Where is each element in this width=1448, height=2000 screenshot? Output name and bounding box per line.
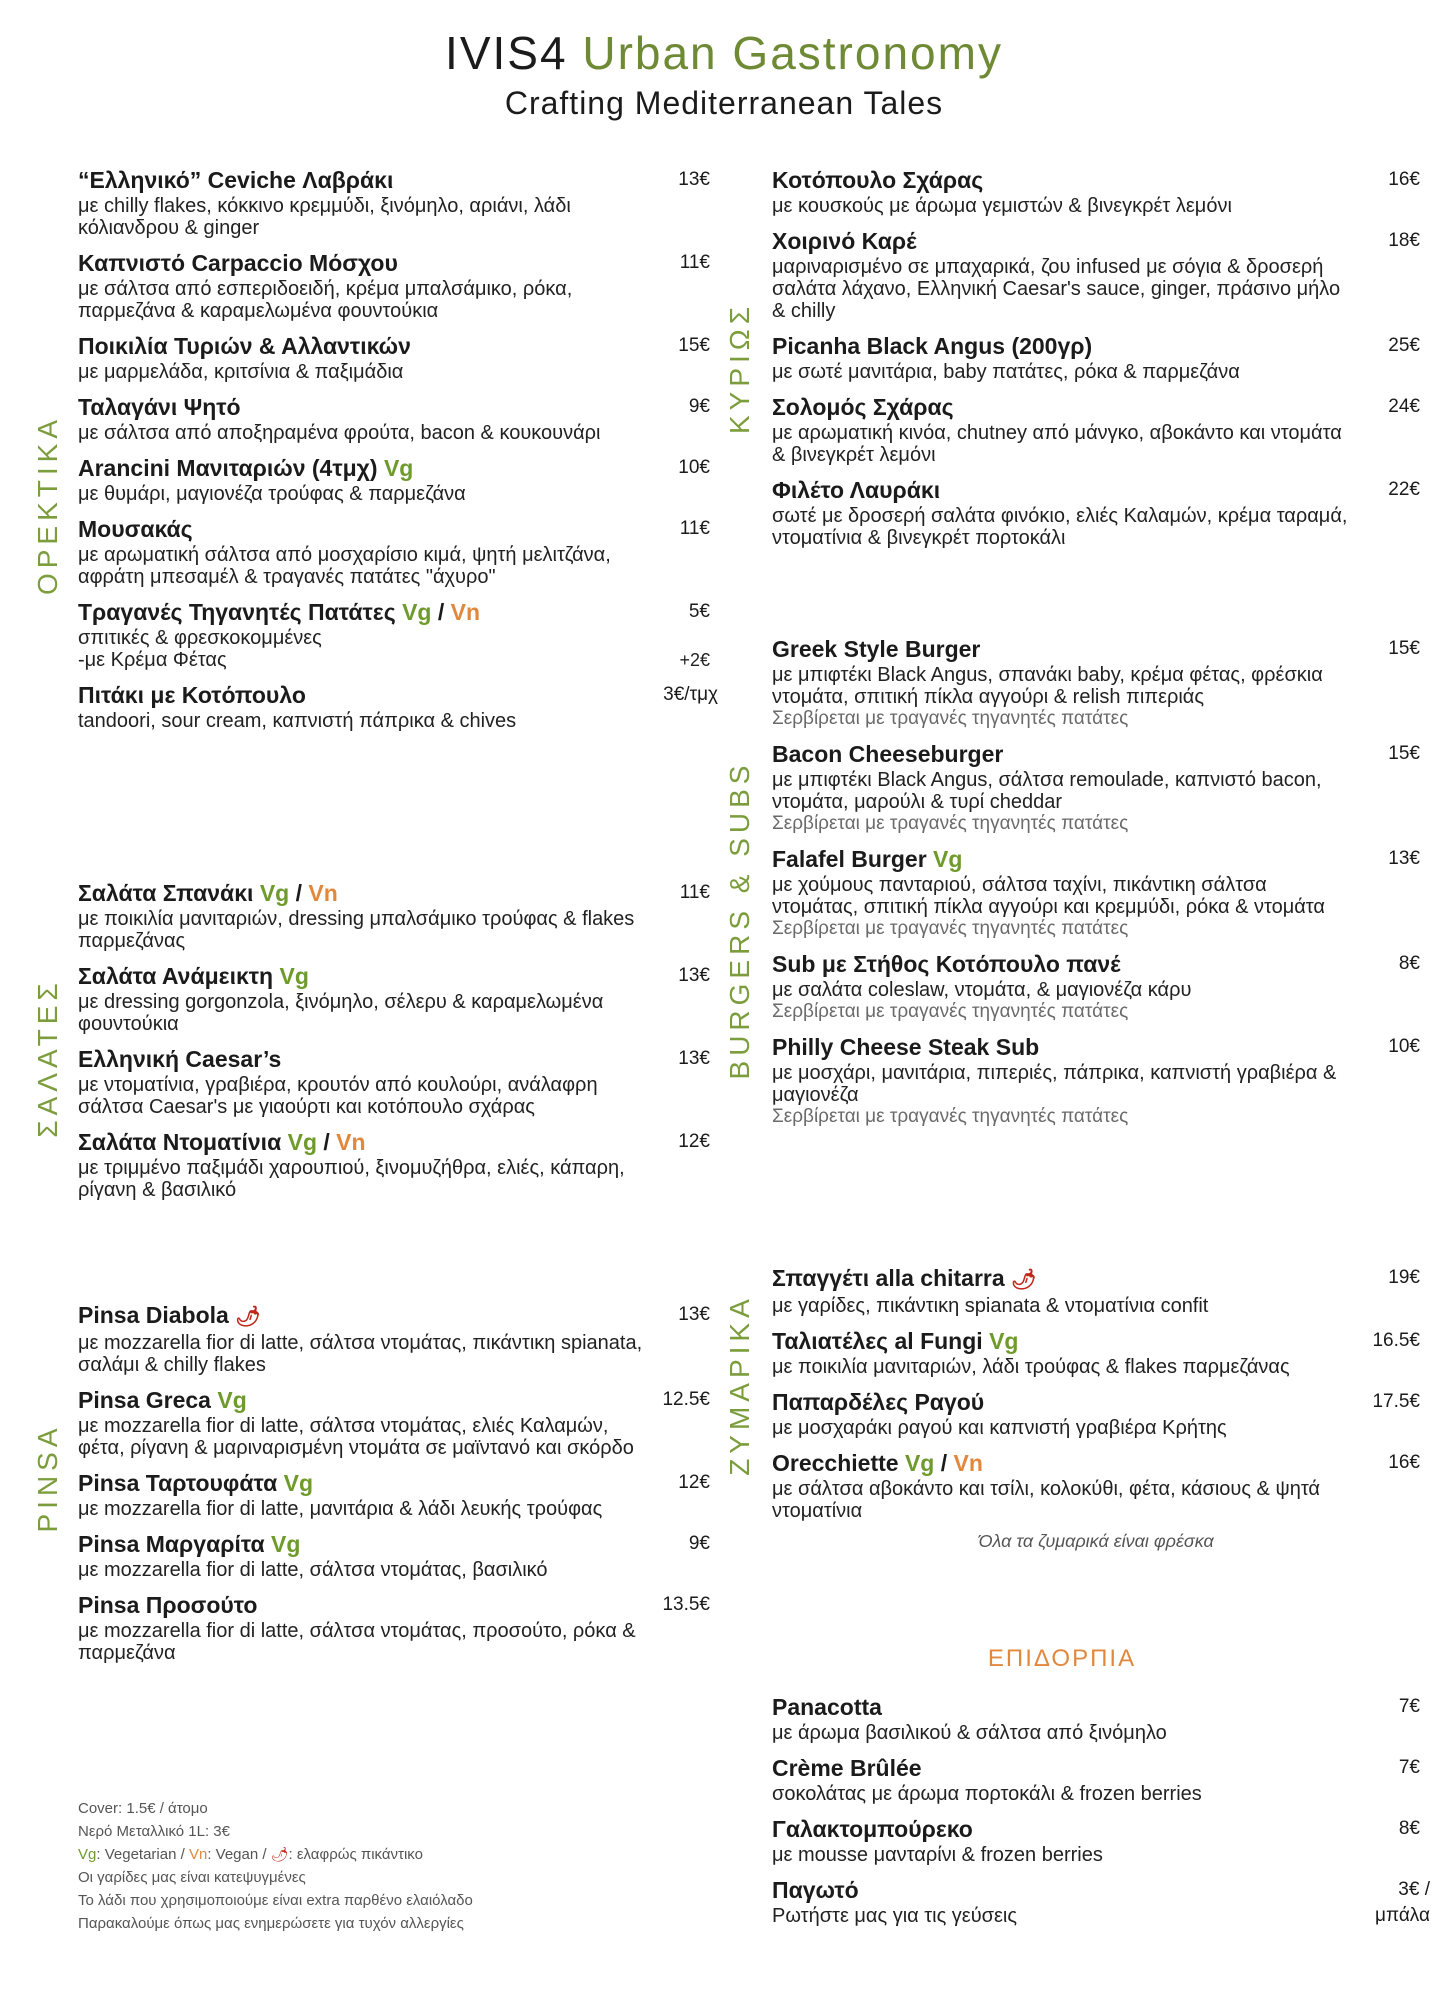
section-kyrios	[772, 165, 1420, 558]
menu-item: Pinsa Μαργαρίτα Vg 9€ με mozzarella fior di latte, σάλτσα ντομάτας, βασιλικό	[78, 1531, 710, 1581]
item-price: 12€	[678, 1131, 710, 1152]
menu-item: Bacon Cheeseburger 15€ με μπιφτέκι Black Angus, σάλτσα remoulade, καπνιστό bacon, ντομάτα, μαρούλι & τυρί cheddar Σερβίρεται με τραγανές τηγανητές πατάτες	[772, 741, 1420, 834]
section-label-salates: ΣΑΛΑΤΕΣ	[32, 978, 63, 1138]
menu-item: Ταλιατέλες al Fungi Vg 16.5€ με ποικιλία μανιταριών, λάδι τρούφας & flakes παρμεζάνας	[772, 1328, 1420, 1378]
item-price: 3€ / μπάλα	[1375, 1879, 1430, 1926]
menu-item: Panacotta 7€ με άρωμα βασιλικού & σάλτσα από ξινόμηλο	[772, 1694, 1420, 1744]
menu-item: Μουσακάς 11€ με αρωματική σάλτσα από μοσχαρίσιο κιμά, ψητή μελιτζάνα, αφράτη μπεσαμέλ & τραγανές πατάτες "άχυρο"	[78, 516, 710, 588]
section-label-kyrios: ΚΥΡΙΩΣ	[724, 301, 755, 435]
item-price: 13€	[678, 169, 710, 190]
menu-item: Σαλάτα Ντοματίνια Vg / Vn 12€ με τριμμένο παξιμάδι χαρουπιού, ξινομυζήθρα, ελιές, κάπαρη, ρίγανη & βασιλικό	[78, 1129, 710, 1201]
vegetarian-tag: Vg	[287, 1129, 317, 1155]
menu-item: Παγωτό 3€ / μπάλα Ρωτήστε μας για τις γεύσεις	[772, 1877, 1430, 1927]
menu-item: Arancini Μανιταριών (4τμχ) Vg 10€ με θυμάρι, μαγιονέζα τρούφας & παρμεζάνα	[78, 455, 710, 505]
menu-item: Κοτόπουλο Σχάρας 16€ με κουσκούς με άρωμα γεμιστών & βινεγκρέτ λεμόνι	[772, 167, 1420, 217]
brand-name: IVIS4	[445, 27, 568, 79]
vegetarian-tag: Vg	[904, 1450, 935, 1476]
item-price: 12€	[678, 1472, 710, 1493]
item-price: 8€	[1398, 953, 1420, 974]
vegan-tag: Vn	[450, 599, 481, 625]
menu-item: Ελληνική Caesar’s 13€ με ντοματίνια, γραβιέρα, κρουτόν από κουλούρι, ανάλαφρη σάλτσα Caesar's με γιαούρτι και κοτόπουλο σχάρας	[78, 1046, 710, 1118]
vegetarian-tag: Vg	[989, 1328, 1019, 1354]
restaurant-title	[0, 22, 1448, 84]
chili-icon: 🌶	[235, 1306, 261, 1328]
menu-item: Σαλάτα Σπανάκι Vg / Vn 11€ με ποικιλία μανιταριών, dressing μπαλσάμικο τρούφας & flakes παρμεζάνας	[78, 880, 710, 952]
item-price: 11€	[679, 882, 710, 903]
item-price: 9€	[688, 1533, 710, 1554]
item-price: 25€	[1388, 335, 1420, 356]
item-price: 15€	[1388, 743, 1420, 764]
chili-icon: 🌶	[1011, 1269, 1037, 1291]
item-price: 11€	[679, 518, 710, 539]
section-epidorpia	[772, 1692, 1430, 1936]
item-price: 8€	[1398, 1818, 1420, 1839]
extra-price: +2€	[679, 650, 710, 670]
item-price: 19€	[1388, 1267, 1420, 1288]
menu-header	[0, 22, 1448, 124]
menu-item: Orecchiette Vg / Vn 16€ με σάλτσα αβοκάντο και τσίλι, κολοκύθι, φέτα, κάσιους & ψητά ντοματίνια	[772, 1450, 1420, 1522]
menu-item: Picanha Black Angus (200γρ) 25€ με σωτέ μανιτάρια, baby πατάτες, ρόκα & παρμεζάνα	[772, 333, 1420, 383]
menu-item: Greek Style Burger 15€ με μπιφτέκι Black Angus, σπανάκι baby, κρέμα φέτας, φρέσκια ντομάτα, σπιτική πίκλα αγγούρι & relish πιπεριάς Σερβίρεται με τραγανές τηγανητές πατάτες	[772, 636, 1420, 729]
item-price: 13€	[1388, 848, 1420, 869]
vegetarian-tag: Vg	[383, 455, 414, 481]
menu-item: Ταλαγάνι Ψητό 9€ με σάλτσα από αποξηραμένα φρούτα, bacon & κουκουνάρι	[78, 394, 710, 444]
menu-item: Falafel Burger Vg 13€ με χούμους πανταριού, σάλτσα ταχίνι, πικάντικη σάλτσα ντομάτας, σπιτική πίκλα αγγούρι και κρεμμύδι, ρόκα & ντομάτα Σερβίρεται με τραγανές τηγανητές πατάτες	[772, 846, 1420, 939]
item-price: 11€	[679, 252, 710, 273]
item-price: 18€	[1388, 230, 1420, 251]
section-label-pinsa: PINSA	[32, 1423, 63, 1533]
menu-item: Φιλέτο Λαυράκι 22€ σωτέ με δροσερή σαλάτα φινόκιο, ελιές Καλαμών, κρέμα ταραμά, ντοματίνια & βινεγκρέτ πορτοκάλι	[772, 477, 1420, 549]
item-price: 7€	[1398, 1696, 1420, 1717]
menu-item: “Ελληνικό” Ceviche Λαβράκι 13€ με chilly flakes, κόκκινο κρεμμύδι, ξινόμηλο, αριάνι, λάδι κόλιανδρου & ginger	[78, 167, 710, 239]
item-price: 15€	[1388, 638, 1420, 659]
section-label-zymarika: ΖΥΜΑΡΙΚΑ	[724, 1294, 755, 1476]
section-label-burgers: BURGERS & SUBS	[724, 760, 755, 1080]
menu-item: Ποικιλία Τυριών & Αλλαντικών 15€ με μαρμελάδα, κριτσίνια & παξιμάδια	[78, 333, 710, 383]
vegetarian-tag: Vg	[283, 1470, 314, 1496]
item-price: 13€	[678, 1048, 710, 1069]
menu-item: Pinsa Ταρτουφάτα Vg 12€ με mozzarella fior di latte, μανιτάρια & λάδι λευκής τρούφας	[78, 1470, 710, 1520]
menu-item: Χοιρινό Καρέ 18€ μαριναρισμένο σε μπαχαρικά, ζου infused με σόγια & δροσερή σαλάτα λάχανο, Ελληνική Caesar's sauce, ginger, πράσινο μήλο & chilly	[772, 228, 1420, 322]
vegetarian-tag: Vg	[259, 880, 290, 906]
menu-item: Philly Cheese Steak Sub 10€ με μοσχάρι, μανιτάρια, πιπεριές, πάπρικα, καπνιστή γραβιέρα & μαγιονέζα Σερβίρεται με τραγανές τηγανητές πατάτες	[772, 1034, 1420, 1127]
item-price: 16.5€	[1372, 1330, 1420, 1351]
item-price: 17.5€	[1372, 1391, 1420, 1412]
item-price: 16€	[1388, 169, 1420, 190]
vegetarian-tag: Vg	[217, 1387, 247, 1413]
item-price: 22€	[1388, 479, 1420, 500]
menu-item: Pinsa Diabola 🌶 13€ με mozzarella fior di latte, σάλτσα ντομάτας, πικάντικη spianata, σαλάμι & chilly flakes	[78, 1302, 710, 1376]
menu-item: Πιτάκι με Κοτόπουλο 3€/τμχ tandoori, sour cream, καπνιστή πάπρικα & chives	[78, 682, 718, 732]
vegetarian-tag: Vg	[933, 846, 963, 872]
section-orektika	[78, 165, 718, 741]
chili-icon: 🌶	[270, 1846, 289, 1862]
item-price: 3€/τμχ	[663, 684, 718, 705]
menu-item: Σολομός Σχάρας 24€ με αρωματική κινόα, chutney από μάνγκο, αβοκάντο και ντομάτα & βινεγκρέτ λεμόνι	[772, 394, 1420, 466]
item-price: 10€	[678, 457, 710, 478]
menu-item: Pinsa Greca Vg 12.5€ με mozzarella fior di latte, σάλτσα ντομάτας, ελιές Καλαμών, φέτα, ρίγανη & μαριναρισμένη ντομάτα σε μαϊντανό και σκόρδο	[78, 1387, 710, 1459]
brand-accent: Urban Gastronomy	[582, 27, 1003, 79]
item-price: 15€	[678, 335, 710, 356]
vegan-tag: Vn	[336, 1129, 366, 1155]
vegan-tag: Vn	[308, 880, 338, 906]
section-burgers	[772, 634, 1420, 1137]
pasta-note: Όλα τα ζυμαρικά είναι φρέσκα	[978, 1531, 1214, 1551]
item-price: 16€	[1388, 1452, 1420, 1473]
menu-item: Σπαγγέτι alla chitarra 🌶 19€ με γαρίδες, πικάντικη spianata & ντοματίνια confit	[772, 1265, 1420, 1317]
vegetarian-tag: Vg	[402, 599, 432, 625]
section-salates	[78, 878, 710, 1210]
section-pinsa	[78, 1300, 710, 1673]
item-price: 13€	[678, 965, 710, 986]
item-price: 10€	[1388, 1036, 1420, 1057]
menu-item: Γαλακτομπούρεκο 8€ με mousse μανταρίνι & frozen berries	[772, 1816, 1420, 1866]
menu-item: Crème Brûlée 7€ σοκολάτας με άρωμα πορτοκάλι & frozen berries	[772, 1755, 1420, 1805]
menu-item: Pinsa Προσούτο 13.5€ με mozzarella fior di latte, σάλτσα ντομάτας, προσούτο, ρόκα & παρμεζάνα	[78, 1592, 710, 1664]
item-price: 13.5€	[662, 1594, 710, 1615]
item-price: 7€	[1398, 1757, 1420, 1778]
item-price: 9€	[688, 396, 710, 417]
vegetarian-tag: Vg	[279, 963, 309, 989]
section-zymarika	[772, 1263, 1420, 1552]
vegan-tag: Vn	[953, 1450, 983, 1476]
menu-item: Τραγανές Τηγανητές Πατάτες Vg / Vn 5€ σπιτικές & φρεσκοκομμένες -με Κρέμα Φέτας +2€	[78, 599, 710, 671]
menu-item: Σαλάτα Ανάμεικτη Vg 13€ με dressing gorgonzola, ξινόμηλο, σέλερυ & καραμελωμένα φουντούκια	[78, 963, 710, 1035]
menu-item: Καπνιστό Carpaccio Μόσχου 11€ με σάλτσα από εσπεριδοειδή, κρέμα μπαλσάμικο, ρόκα, παρμεζάνα & καραμελωμένα φουντούκια	[78, 250, 710, 322]
menu-item: Sub με Στήθος Κοτόπουλο πανέ 8€ με σαλάτα coleslaw, ντομάτα, & μαγιονέζα κάρυ Σερβίρεται με τραγανές τηγανητές πατάτες	[772, 951, 1420, 1022]
menu-item: Παπαρδέλες Ραγού 17.5€ με μοσχαράκι ραγού και καπνιστή γραβιέρα Κρήτης	[772, 1389, 1420, 1439]
item-price: 5€	[688, 601, 710, 622]
section-label-orektika: ΟΡΕΚΤΙΚΑ	[32, 414, 63, 596]
item-price: 24€	[1388, 396, 1420, 417]
footnotes: Cover: 1.5€ / άτομο Νερό Μεταλλικό 1L: 3€ Vg: Vegetarian / Vn: Vegan / 🌶: ελαφρώς πικάντικο Οι γαρίδες μας είναι κατεψυγμένες Το λάδι που χρησιμοποιούμε είναι extra παρθένο ελαιόλαδο Παρακαλούμε όπως μας ενημερώσετε για τυχόν αλλεργίες	[78, 1800, 473, 1932]
vegetarian-tag: Vg	[271, 1531, 301, 1557]
restaurant-subtitle: Crafting Mediterranean Tales	[504, 85, 944, 121]
item-price: 12.5€	[662, 1389, 710, 1410]
section-label-epidorpia: ΕΠΙΔΟΡΠΙΑ	[987, 1645, 1137, 1672]
item-price: 13€	[678, 1304, 710, 1325]
